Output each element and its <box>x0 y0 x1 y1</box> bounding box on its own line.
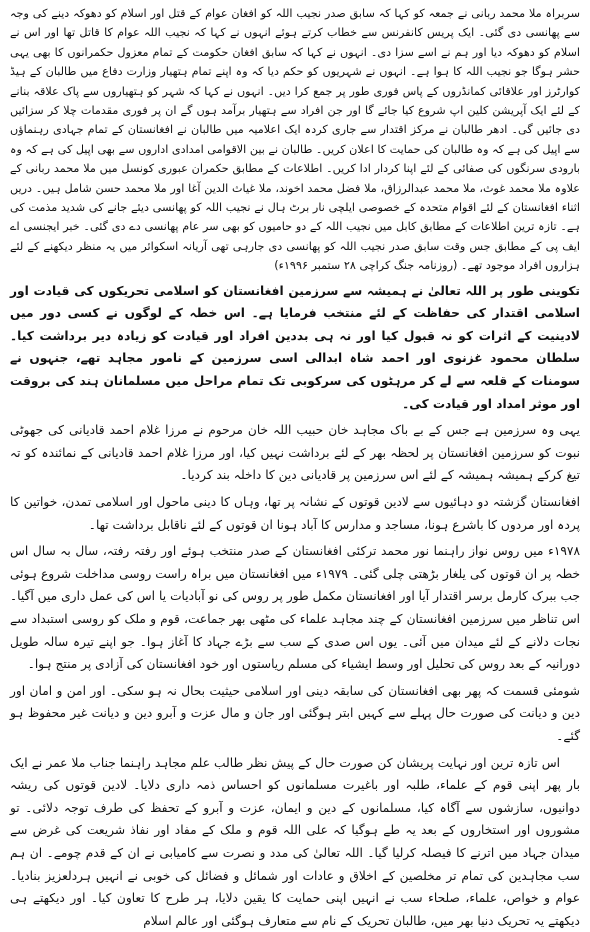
afghanistan-history-paragraph: تکوینی طور پر اللہ تعالیٰ نے ہمیشہ سے سرزمین افغانستان کو اسلامی تحریکوں کی قیادت اور اسلامی اقتدار کی حفاظت کے لئے منتخب فرمایا ہے۔ اس خطہ کے لوگوں نے کسی دور میں لادینیت کے اثرات کو نہ قبول کیا اور نہ ہی بددین افراد اور قیادت کو زیادہ دیر برداشت کیا۔ سلطان محمود غزنوی اور احمد شاہ ابدالی اسی سرزمین کے نامور مجاہد تھے، جنہوں نے سومنات کے قلعہ سے لے کر مرہٹوں کی سرکوبی تک تمام مراحل میں مسلمانان ہند کی بروقت اور موثر امداد اور قیادت کی۔ <box>10 283 580 411</box>
secular-forces-paragraph: افغانستان گزشتہ دو دہائیوں سے لادین قوتوں کے نشانہ پر تھا، وہاں کا دینی ماحول اور اسلامی تمدن، خواتین کا پردہ اور مردوں کا باشرع ہونا، مساجد و مدارس کا آباد ہونا ان قوتوں کے لئے ناقابل برداشت تھا۔ <box>10 495 580 532</box>
qadiani-paragraph: یہی وہ سرزمین ہے جس کے بے باک مجاہد خان حبیب اللہ خان مرحوم نے مرزا غلام احمد قادیانی کی جھوٹی نبوت کو سرزمین افغانستان پر لحظہ بھر کے لئے برداشت نہیں کیا، اور مرزا غلام احمد قادیانی کے نمائندہ کو تہ تیغ کرکے ہمیشہ ہمیشہ کے لئے اس سرزمین پر قادیانی دین کا داخلہ بند کردیا۔ <box>10 423 580 483</box>
aftermath-paragraph: شومئی قسمت کہ پھر بھی افغانستان کی سابقہ دینی اور اسلامی حیثیت بحال نہ ہو سکی۔ اور امن و امان اور دین و دیانت کی صورت حال پہلے سے کہیں ابتر ہوگئی اور جان و مال عزت و آبرو دین و دیانت غیر محفوظ ہو گئے۔ <box>10 683 580 743</box>
news-report-paragraph: سربراہ ملا محمد ربانی نے جمعہ کو کہا کہ سابق صدر نجیب اللہ کو افغان عوام کے قتل اور اسلام کو دھوکہ دینے کی وجہ سے پھانسی دی گئی۔ ایک پریس کانفرنس سے خطاب کرتے ہوئے انہوں نے کہا کہ نجیب اللہ عوام کا قاتل تھا اور اس نے اسلام کو دھوکہ دیا اور ہم نے اسے سزا دی۔ انہوں نے کہا کہ سابق افغان حکومت کے تمام معزول حکمرانوں کا بھی یہی حشر ہوگا جو نجیب اللہ کا ہوا ہے۔ انہوں نے شہریوں کو حکم دیا کہ وہ اپنے تمام ہتھیار وزارت دفاع میں طالبان کے ہیڈ کوارٹرز اور علاقائی کمانڈروں کے پاس فوری طور پر جمع کرا دیں۔ انہوں نے کہا کہ شہر کو ہتھیاروں سے پاک علاقہ بنانے کے لئے ایک آپریشن کلین اپ شروع کیا جائے گا اور جن افراد سے ہتھیار برآمد ہوں گے ان پر فوری مقدمات چلا کر سزائیں دی جائیں گی۔ ادھر طالبان نے مرکز اقتدار سے جاری کردہ ایک اعلامیہ میں طالبان نے افغانستان کے تمام جہادی رہنماؤں سے اپیل کی ہے کہ وہ طالبان کی حمایت کا اعلان کریں۔ طالبان نے بین الاقوامی امدادی اداروں سے بھی اپیل کی ہے کہ وہ بارودی سرنگوں کی صفائی کے لئے اپنا کردار ادا کریں۔ اطلاعات کے مطابق حکمران عبوری کونسل میں ملا محمد ربانی کے علاوہ ملا محمد غوث، ملا محمد عبدالرزاق، ملا فضل محمد اخوند، ملا غیاث الدین آغا اور ملا محمد حسن شامل ہیں۔ دریں اثناء افغانستان کے لئے اقوام متحدہ کے خصوصی ایلچی نار برٹ ہال نے نجیب اللہ کو پھانسی دیئے جانے کی شدید مذمت کی ہے۔ تازہ ترین اطلاعات کے مطابق کابل میں نجیب اللہ کے دو حامیوں کو بھی سر عام پھانسی دے دی گئی۔ خبر ایجنسی اے ایف پی کے مطابق جس وقت سابق صدر نجیب اللہ کو پھانسی دی جارہی تھی آریانہ اسکوائر میں یہ منظر دیکھنے کے لئے ہزاروں افراد موجود تھے۔ (روزنامہ جنگ کراچی ۲۸ ستمبر ۱۹۹۶ء) <box>10 7 580 273</box>
soviet-invasion-paragraph: ۱۹۷۸ء میں روس نواز راہنما نور محمد ترکئی افغانستان کے صدر منتخب ہوئے اور رفتہ رفتہ، سال بہ سال اس خطہ پر ان قوتوں کی یلغار بڑھتی چلی گئی۔ ۱۹۷۹ء میں افغانستان میں براہ راست روسی مداخلت شروع ہوئی جب ببرک کارمل برسر اقتدار آیا اور افغانستان مکمل طور پر روس کی نو آبادیات یا اس کی عمل داری میں آگیا۔ اس تناظر میں سرزمین افغانستان کے چند مجاہد علماء کی مٹھی بھر جماعت، قوم و ملک کو روسی استبداد سے نجات دلانے کے لئے میدان میں آئی۔ یوں اس صدی کے سب سے بڑے جہاد کا آغاز ہوا۔ جو اپنے تیرہ سالہ طویل دورانیہ کے بعد روس کی تحلیل اور وسط ایشیاء کی مسلم ریاستوں اور خود افغانستان کی آزادی پر منتج ہوا۔ <box>10 544 580 672</box>
taliban-movement-paragraph: اس تازہ ترین اور نہایت پریشان کن صورت حال کے پیش نظر طالب علم مجاہد راہنما جناب ملا عمر نے ایک بار پھر اپنی قوم کے علماء، طلبہ اور باغیرت مسلمانوں کو احساس ذمہ داری دلایا۔ لادین قوتوں کی ریشہ دوانیوں، سازشوں سے آگاہ کیا، مسلمانوں کے دین و ایمان، عزت و آبرو کے تحفظ کی طرف توجہ دلائی۔ تو مشوروں اور استخاروں کے بعد یہ طے ہوگیا کہ علی اللہ قوم و ملک کے مفاد اور نفاذ شریعت کی غرض سے میدان جہاد میں اترنے کا فیصلہ کرلیا گیا۔ اللہ تعالیٰ کی مدد و نصرت سے کامیابی نے ان کے قدم چومے۔ ان ہم سب مجاہدین کی تمام تر مخلصین کے اخلاق و عادات اور شمائل و فضائل کی خوبی نے انہیں ہردلعزیز بنادیا۔ عوام و خواص، علماء، صلحاء سب نے انہیں اپنی حمایت کا یقین دلایا، ہر طرح کا تعاون کیا۔ اور دیکھتے ہی دیکھتے یہ تحریک دنیا بھر میں، طالبان تحریک کے نام سے متعارف ہوگئی اور عالم اسلام <box>10 755 580 928</box>
